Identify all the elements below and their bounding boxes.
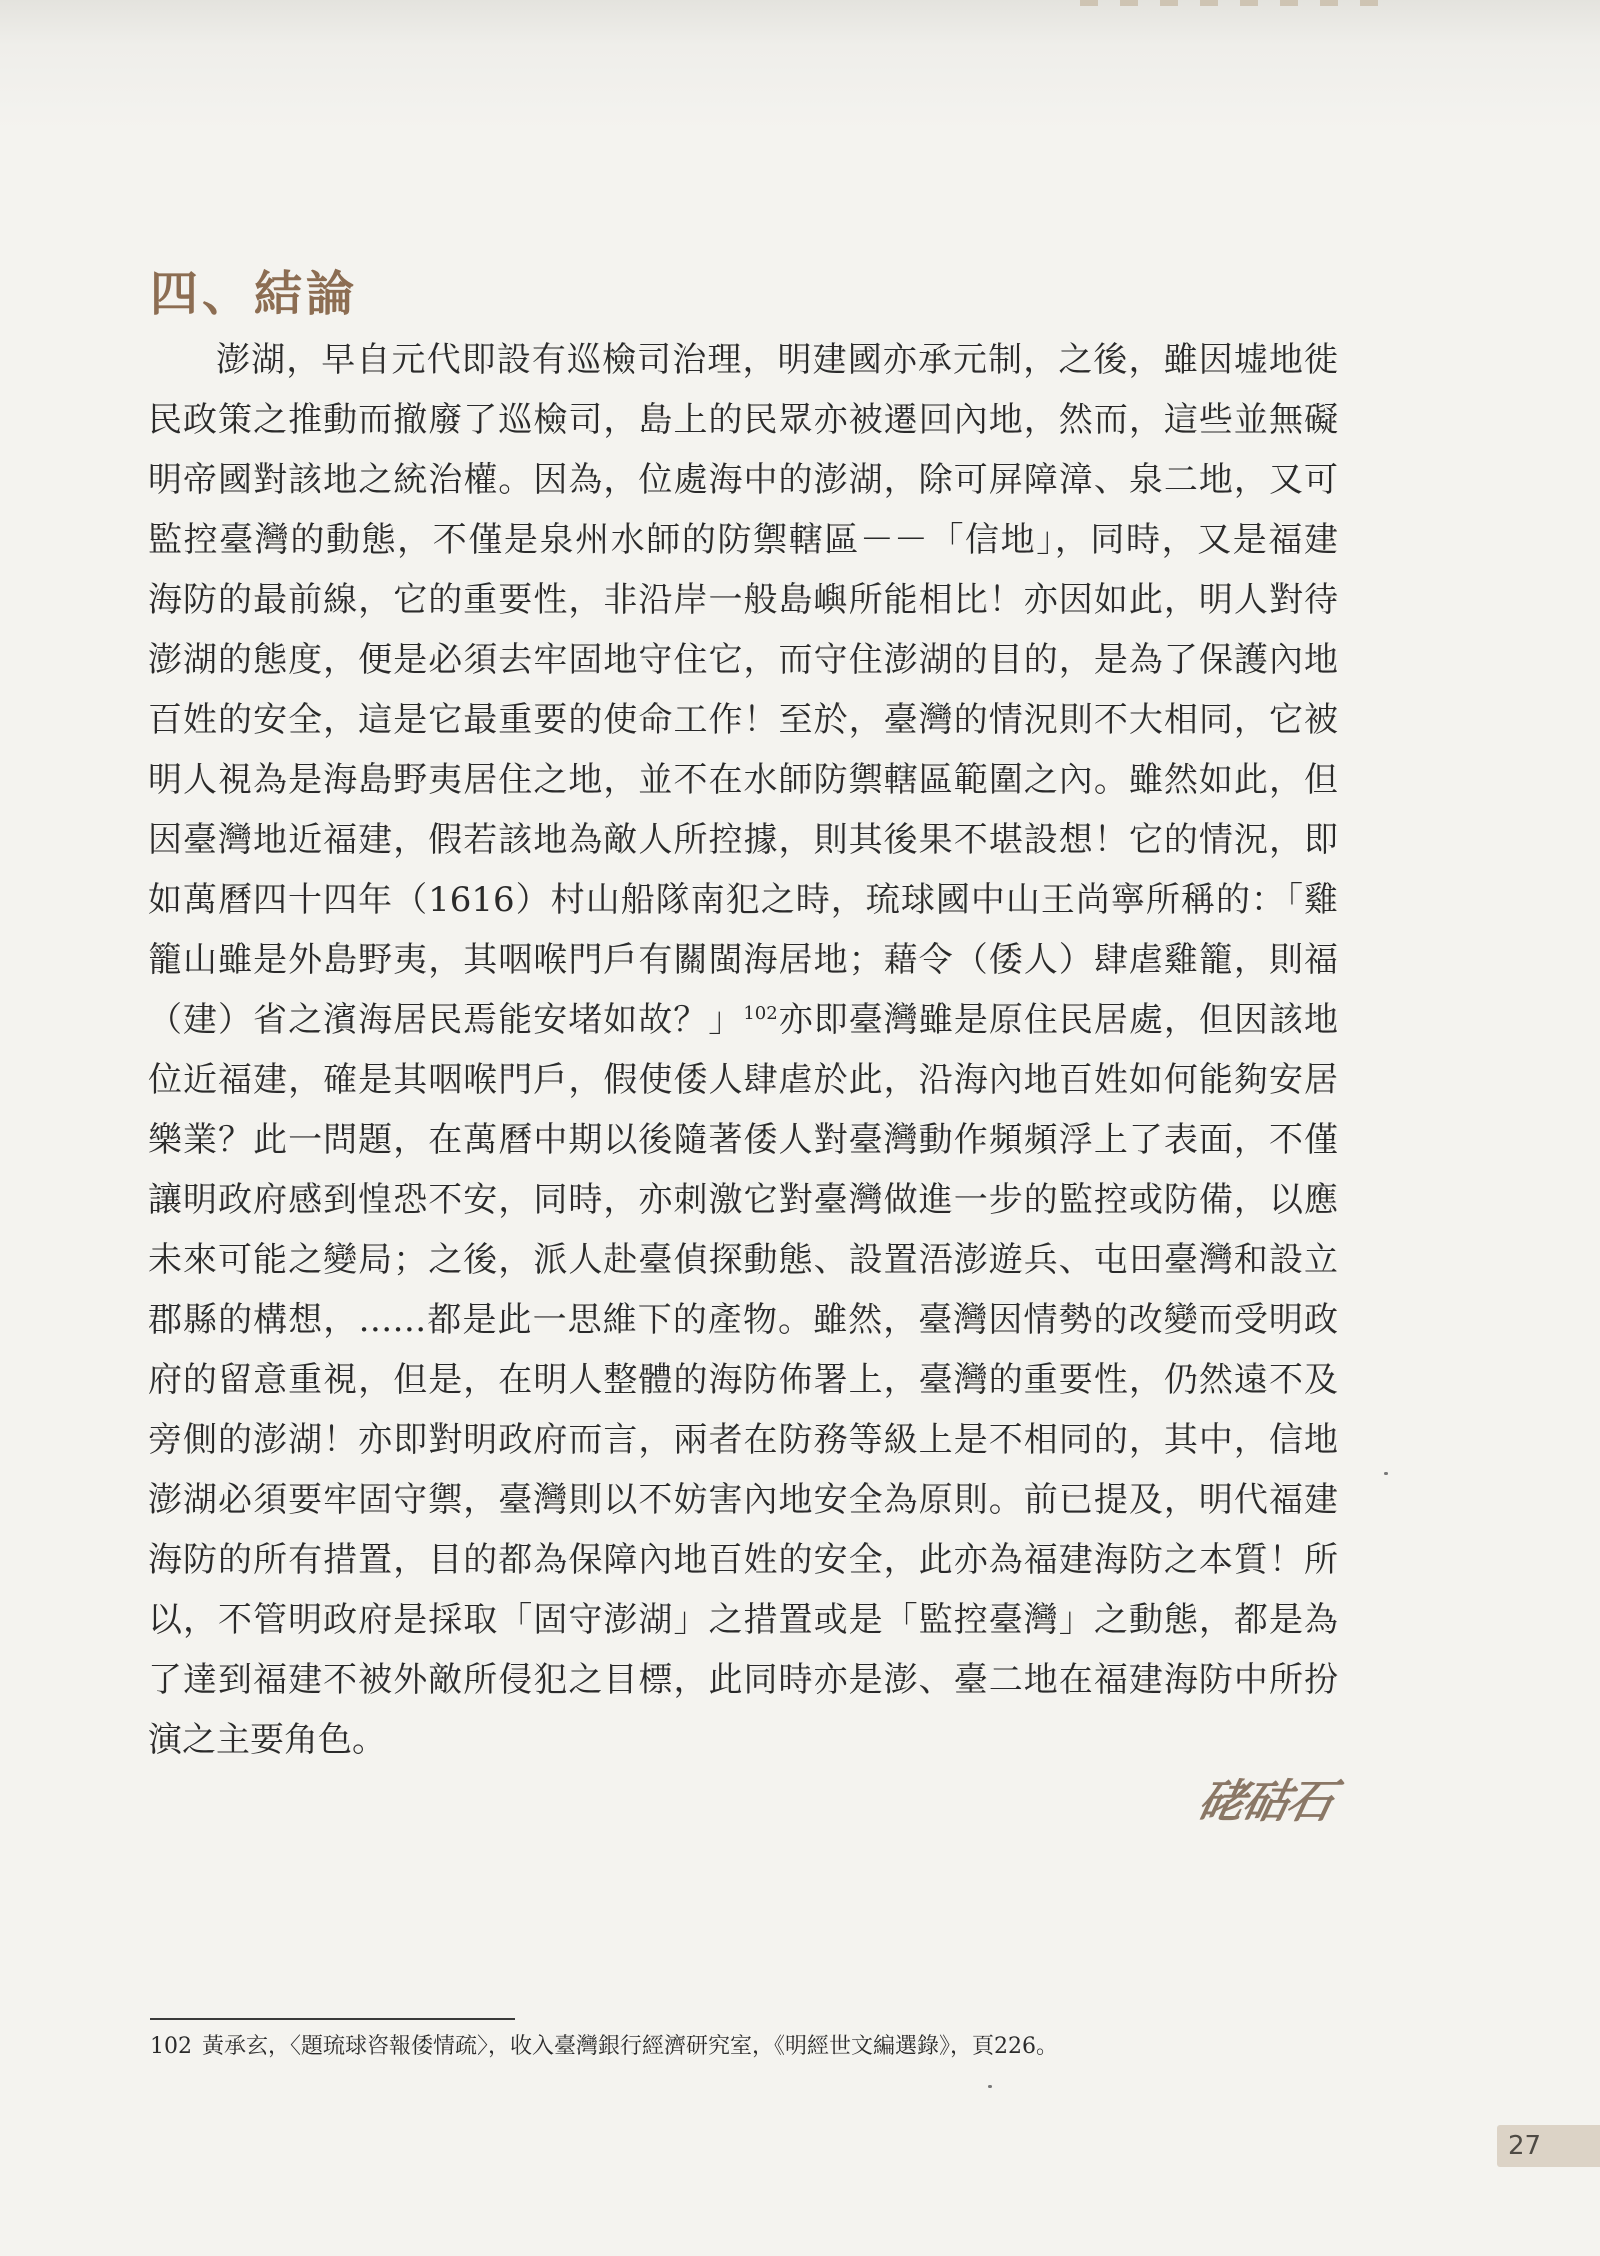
body-text bbox=[148, 330, 1338, 1770]
top-edge-mark bbox=[1080, 0, 1390, 6]
body-line: 明人視為是海島野夷居住之地，並不在水師防禦轄區範圍之內。雖然如此，但 bbox=[148, 760, 1338, 800]
body-line: 以，不管明政府是採取「固守澎湖」之措置或是「監控臺灣」之動態，都是為 bbox=[148, 1600, 1338, 1640]
body-line: 未來可能之變局；之後，派人赴臺偵探動態、設置浯澎遊兵、屯田臺灣和設立 bbox=[148, 1240, 1338, 1280]
footnote bbox=[150, 2032, 1058, 2062]
body-line: 位近福建，確是其咽喉門戶，假使倭人肆虐於此，沿海內地百姓如何能夠安居 bbox=[148, 1060, 1338, 1100]
body-line: 籠山雖是外島野夷，其咽喉門戶有關閩海居地；藉令（倭人）肆虐雞籠，則福 bbox=[148, 940, 1338, 980]
body-line: 澎湖，早自元代即設有巡檢司治理，明建國亦承元制，之後，雖因墟地徙 bbox=[216, 340, 1338, 380]
body-line: 澎湖必須要牢固守禦，臺灣則以不妨害內地安全為原則。前已提及，明代福建 bbox=[148, 1480, 1338, 1520]
body-line-part: 亦即臺灣雖是原住民居處，但因該地 bbox=[777, 1000, 1339, 1040]
body-line-part: （建）省之濱海居民焉能安堵如故？」 bbox=[148, 1000, 744, 1040]
body-line: 監控臺灣的動態，不僅是泉州水師的防禦轄區－－「信地」，同時，又是福建 bbox=[148, 520, 1338, 560]
body-line: 百姓的安全，這是它最重要的使命工作！至於，臺灣的情況則不大相同，它被 bbox=[148, 700, 1338, 740]
body-line: 了達到福建不被外敵所侵犯之目標，此同時亦是澎、臺二地在福建海防中所扮 bbox=[148, 1660, 1338, 1700]
author-signature: 硓𥑮石 bbox=[1193, 1774, 1338, 1828]
body-line: 旁側的澎湖！亦即對明政府而言，兩者在防務等級上是不相同的，其中，信地 bbox=[148, 1420, 1338, 1460]
body-line: 讓明政府感到惶恐不安，同時，亦刺激它對臺灣做進一步的監控或防備，以應 bbox=[148, 1180, 1338, 1220]
body-line: 澎湖的態度，便是必須去牢固地守住它，而守住澎湖的目的，是為了保護內地 bbox=[148, 640, 1338, 680]
top-scan-shadow bbox=[0, 0, 1600, 130]
footnote-divider bbox=[150, 2018, 515, 2020]
body-line: 明帝國對該地之統治權。因為，位處海中的澎湖，除可屏障漳、泉二地，又可 bbox=[148, 460, 1338, 500]
page-number: 27 bbox=[1508, 2131, 1542, 2161]
body-line: 海防的最前線，它的重要性，非沿岸一般島嶼所能相比！亦因如此，明人對待 bbox=[148, 580, 1338, 620]
section-heading: 四、結論 bbox=[150, 266, 359, 322]
footnote-reference[interactable]: 102 bbox=[743, 1003, 778, 1024]
scan-speck bbox=[1384, 1472, 1388, 1475]
scan-speck bbox=[988, 2085, 992, 2088]
body-line: 民政策之推動而撤廢了巡檢司，島上的民眾亦被遷回內地，然而，這些並無礙 bbox=[148, 400, 1338, 440]
body-line: 因臺灣地近福建，假若該地為敵人所控據，則其後果不堪設想！它的情況，即 bbox=[148, 820, 1338, 860]
body-line: 樂業？此一問題，在萬曆中期以後隨著倭人對臺灣動作頻頻浮上了表面，不僅 bbox=[148, 1120, 1338, 1160]
body-line: 海防的所有措置，目的都為保障內地百姓的安全，此亦為福建海防之本質！所 bbox=[148, 1540, 1338, 1580]
body-line: 府的留意重視，但是，在明人整體的海防佈署上，臺灣的重要性，仍然遠不及 bbox=[148, 1360, 1338, 1400]
footnote-number: 102 bbox=[150, 2034, 192, 2059]
body-line: 郡縣的構想，……都是此一思維下的產物。雖然，臺灣因情勢的改變而受明政 bbox=[148, 1300, 1338, 1340]
body-line: 如萬曆四十四年（1616）村山船隊南犯之時，琉球國中山王尚寧所稱的：「雞 bbox=[148, 880, 1338, 920]
body-line: 演之主要角色。 bbox=[148, 1720, 386, 1760]
body-line-with-footnote-ref bbox=[148, 990, 1338, 1050]
footnote-text: 黃承玄，〈題琉球咨報倭情疏〉，收入臺灣銀行經濟研究室，《明經世文編選錄》，頁226。 bbox=[202, 2034, 1058, 2059]
